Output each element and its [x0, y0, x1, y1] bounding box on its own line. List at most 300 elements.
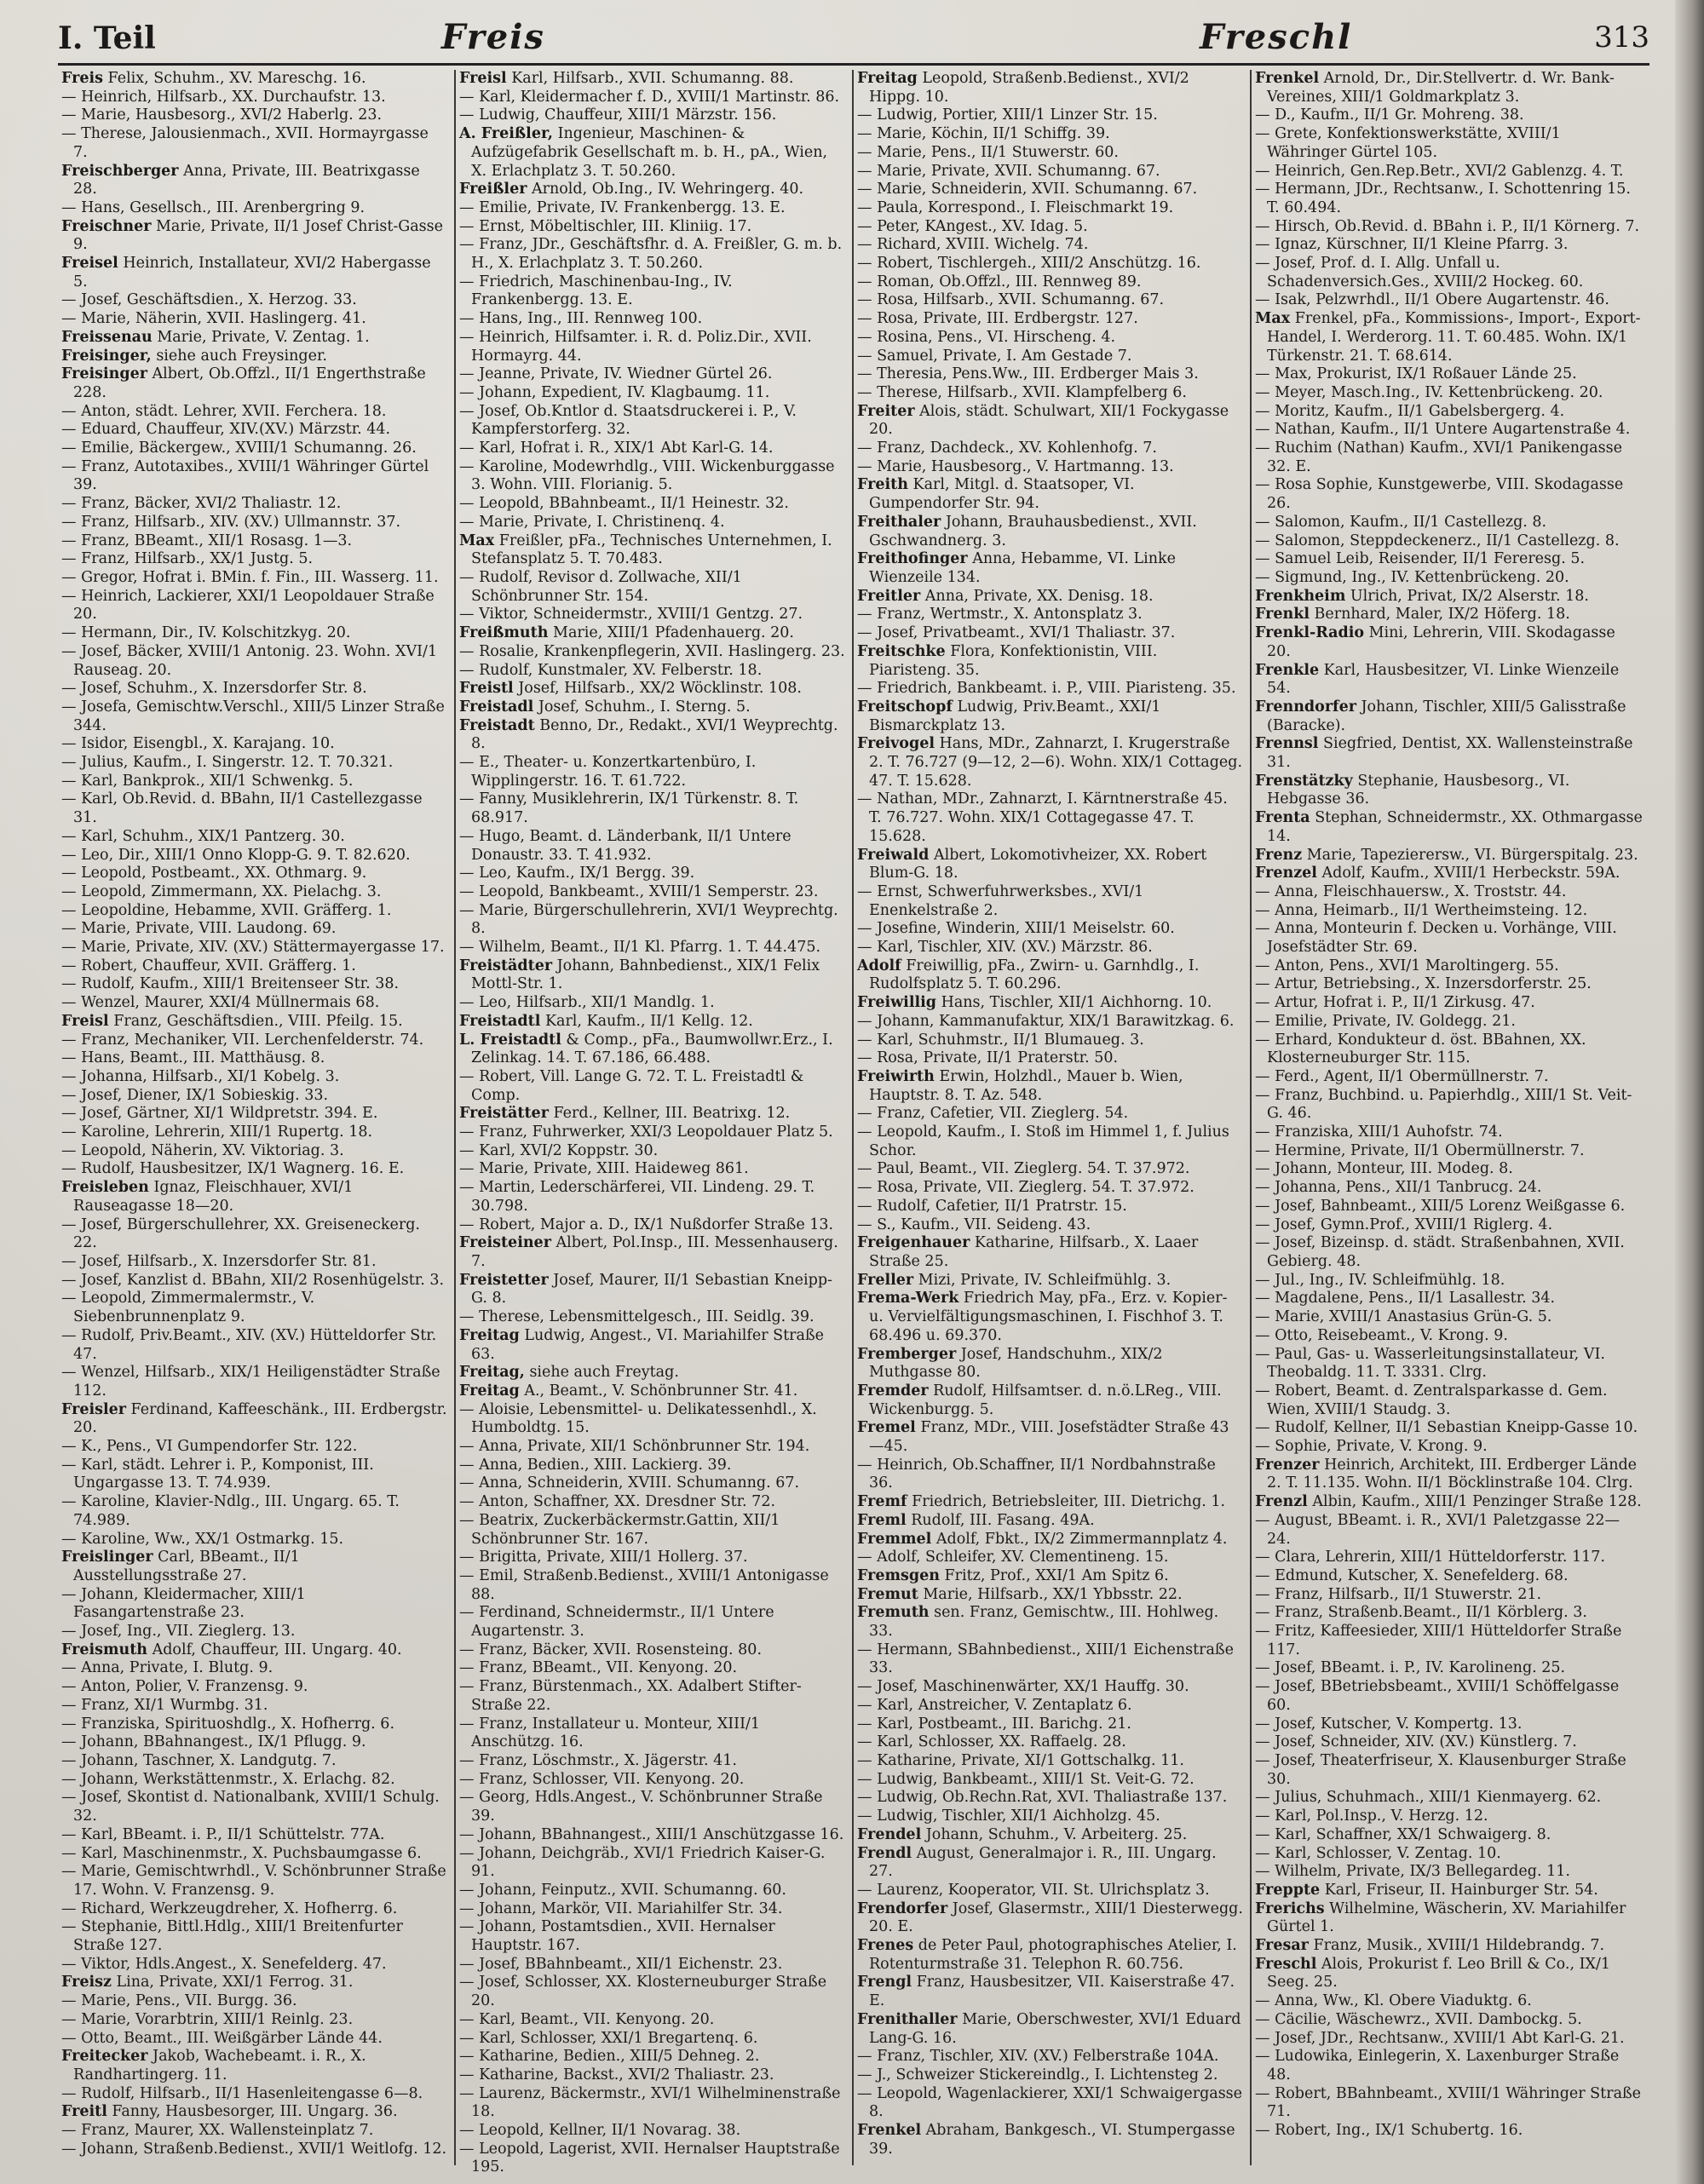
directory-entry: — Ernst, Möbeltischler, III. Kliniig. 17.	[459, 217, 752, 235]
directory-entry: — Karl, Bankprok., XII/1 Schwenkg. 5.	[61, 772, 354, 790]
page-number: 313	[1594, 20, 1649, 55]
directory-entry: Freistadt Benno, Dr., Redakt., XVI/1 Weyprechtg. 8.	[459, 716, 838, 753]
column-2	[456, 70, 854, 2176]
directory-entry: — Anna, Heimarb., II/1 Wertheimsteing. 12.	[1255, 901, 1588, 919]
directory-entry: Frenkle Karl, Hausbesitzer, VI. Linke Wienzeile 54.	[1255, 661, 1620, 698]
directory-entry: — Marie, Hausbesorg., V. Hartmanng. 13.	[857, 457, 1174, 475]
directory-entry: Frendel Johann, Schuhm., V. Arbeiterg. 25.	[857, 1825, 1188, 1843]
directory-entry: — K., Pens., VI Gumpendorfer Str. 122.	[61, 1438, 358, 1456]
page-header	[58, 15, 1649, 66]
directory-entry: Freisinger, siehe auch Freysinger.	[61, 347, 327, 365]
directory-entry: Freitag Leopold, Straßenb.Bedienst., XVI/2 Hippg. 10.	[857, 70, 1189, 106]
directory-entry: — Emil, Straßenb.Bedienst., XVIII/1 Antonigasse 88.	[459, 1566, 829, 1603]
directory-entry: — Josef, Gymn.Prof., XVIII/1 Riglerg. 4.	[1255, 1216, 1553, 1233]
directory-entry: — Franz, Bäcker, XVII. Rosensteing. 80.	[459, 1641, 763, 1658]
directory-entry: Frenzl Albin, Kaufm., XIII/1 Penzinger Straße 128.	[1255, 1493, 1642, 1511]
directory-entry: Frenithaller Marie, Oberschwester, XVI/1 Eduard Lang-G. 16.	[857, 2010, 1241, 2047]
directory-entry: — Franziska, XIII/1 Auhofstr. 74.	[1255, 1124, 1503, 1141]
directory-entry: — Josef, BBeamt. i. P., IV. Karolineng. 25.	[1255, 1659, 1566, 1677]
directory-entry: — August, BBeamt. i. R., XVI/1 Paletzgasse 22—24.	[1255, 1511, 1620, 1548]
directory-entry: — Franz, Fuhrwerker, XXI/3 Leopoldauer Platz 5.	[459, 1124, 833, 1141]
directory-entry: Freitler Anna, Private, XX. Denisg. 18.	[857, 587, 1154, 605]
directory-entry: — Adolf, Schleifer, XV. Clementineng. 15.	[857, 1549, 1169, 1566]
directory-entry: — Rudolf, Revisor d. Zollwache, XII/1 Schönbrunner Str. 154.	[459, 568, 742, 605]
directory-entry: — Ludwig, Tischler, XII/1 Aichholzg. 45.	[857, 1808, 1160, 1825]
directory-entry: Freistl Josef, Hilfsarb., XX/2 Wöcklinstr. 108.	[459, 680, 802, 698]
directory-entry: — Josef, JDr., Rechtsanw., XVIII/1 Abt Karl-G. 21.	[1255, 2029, 1625, 2047]
directory-entry: — Franziska, Spirituoshdlg., X. Hofherrg. 6.	[61, 1715, 395, 1733]
directory-entry: — Franz, Maurer, XX. Wallensteinplatz 7.	[61, 2122, 374, 2140]
directory-entry: Freißler Arnold, Ob.Ing., IV. Wehringerg. 40.	[459, 181, 804, 198]
directory-entry: — Beatrix, Zuckerbäckermstr.Gattin, XII/1 Schönbrunner Str. 167.	[459, 1511, 780, 1548]
directory-entry: Max Freißler, pFa., Technisches Unternehmen, I. Stefansplatz 5. T. 70.483.	[459, 532, 832, 568]
directory-entry: — Rosalie, Krankenpflegerin, XVII. Haslingerg. 23.	[459, 642, 845, 660]
directory-entry: — Robert, Beamt. d. Zentralsparkasse d. Gem. Wien, XVIII/1 Staudg. 3.	[1255, 1382, 1608, 1418]
directory-entry: Frerichs Wilhelmine, Wäscherin, XV. Mariahilfer Gürtel 1.	[1255, 1900, 1626, 1936]
directory-entry: Freistadl Josef, Schuhm., I. Sterng. 5.	[459, 698, 751, 716]
column-4	[1252, 70, 1649, 2165]
directory-entry: Frennsl Siegfried, Dentist, XX. Wallensteinstraße 31.	[1255, 735, 1633, 772]
directory-entry: — Hermann, SBahnbedienst., XIII/1 Eichenstraße 33.	[857, 1641, 1234, 1677]
directory-entry: — Leopold, Postbeamt., XX. Othmarg. 9.	[61, 865, 367, 882]
directory-entry: — Leopold, Kaufm., I. Stoß im Himmel 1, f. Julius Schor.	[857, 1124, 1229, 1159]
directory-entry: — Roman, Ob.Offzl., III. Rennweg 89.	[857, 273, 1142, 290]
directory-entry: — Josef, Schneider, XIV. (XV.) Künstlerg. 7.	[1255, 1733, 1577, 1751]
directory-entry: — Anna, Monteurin f. Decken u. Vorhänge, VIII. Josefstädter Str. 69.	[1255, 920, 1617, 957]
directory-entry: — Ludwig, Portier, XIII/1 Linzer Str. 15.	[857, 106, 1158, 124]
directory-entry: — Leopoldine, Hebamme, XVII. Gräfferg. 1.	[61, 901, 392, 919]
directory-entry: — Viktor, Schneidermstr., XVIII/1 Gentzg. 27.	[459, 606, 803, 624]
directory-entry: Freisinger Albert, Ob.Offzl., II/1 Engerthstraße 228.	[61, 365, 426, 401]
directory-entry: — Aloisie, Lebensmittel- u. Delikatessenhdl., X. Humboldtg. 15.	[459, 1400, 817, 1437]
directory-entry: — Gregor, Hofrat i. BMin. f. Fin., III. Wasserg. 11.	[61, 568, 439, 586]
directory-entry: — Ignaz, Kürschner, II/1 Kleine Pfarrg. 3.	[1255, 236, 1569, 254]
directory-entry: — Robert, Chauffeur, XVII. Gräfferg. 1.	[61, 957, 356, 974]
directory-entry: — Josef, Bäcker, XVIII/1 Antonig. 23. Wohn. XVI/1 Rauseag. 20.	[61, 642, 438, 679]
directory-entry: — Franz, Straßenb.Beamt., II/1 Körblerg. 3.	[1255, 1604, 1587, 1622]
directory-entry: — Franz, BBeamt., XII/1 Rosasg. 1—3.	[61, 532, 353, 549]
directory-entry: — Friedrich, Maschinenbau-Ing., IV. Frankenbergg. 13. E.	[459, 273, 733, 309]
directory-entry: — Max, Prokurist, IX/1 Roßauer Lände 25.	[1255, 365, 1577, 383]
directory-entry: — Karoline, Modewrhdlg., VIII. Wickenburggasse 3. Wohn. VIII. Florianig. 5.	[459, 457, 835, 494]
directory-entry: Frenzer Heinrich, Architekt, III. Erdberger Lände 2. T. 11.135. Wohn. II/1 Böcklinstraße 104. Clrg.	[1255, 1456, 1638, 1492]
directory-entry: — Johanna, Hilfsarb., XI/1 Kobelg. 3.	[61, 1067, 340, 1085]
directory-entry: — Marie, Schneiderin, XVII. Schumanng. 67.	[857, 181, 1198, 198]
directory-entry: Frendl August, Generalmajor i. R., III. Ungarg. 27.	[857, 1844, 1217, 1881]
directory-entry: — Leo, Hilfsarb., XII/1 Mandlg. 1.	[459, 994, 715, 1012]
directory-entry: — Josef, Bürgerschullehrer, XX. Greiseneckerg. 22.	[61, 1216, 420, 1252]
directory-entry: — Karl, Tischler, XIV. (XV.) Märzstr. 86.	[857, 939, 1153, 957]
directory-entry: — Paul, Gas- u. Wasserleitungsinstallateur, VI. Theobaldg. 11. T. 3331. Clrg.	[1255, 1345, 1605, 1382]
directory-entry: Freml Rudolf, III. Fasang. 49A.	[857, 1511, 1095, 1529]
directory-entry: Freissenau Marie, Private, V. Zentag. 1.	[61, 328, 370, 346]
directory-entry: — Marie, Bürgerschullehrerin, XVI/1 Weyprechtg. 8.	[459, 901, 838, 938]
directory-entry: — Julius, Kaufm., I. Singerstr. 12. T. 70.321.	[61, 754, 394, 772]
directory-entry: — Rosa, Hilfsarb., XVII. Schumanng. 67.	[857, 291, 1165, 309]
directory-entry: — Heinrich, Lackierer, XXI/1 Leopoldauer Straße 20.	[61, 587, 435, 624]
directory-entry: — Georg, Hdls.Angest., V. Schönbrunner Straße 39.	[459, 1789, 823, 1825]
directory-entry: Freisteiner Albert, Pol.Insp., III. Messenhauserg. 7.	[459, 1234, 838, 1270]
directory-entry: — Ernst, Schwerfuhrwerksbes., XVI/1 Enenkelstraße 2.	[857, 882, 1144, 919]
directory-entry: — Karl, Schaffner, XX/1 Schwaigerg. 8.	[1255, 1825, 1551, 1843]
directory-entry: — Josef, BBetriebsbeamt., XVIII/1 Schöffelgasse 60.	[1255, 1678, 1620, 1714]
directory-entry: — Marie, Private, VIII. Laudong. 69.	[61, 920, 337, 938]
directory-entry: Freitag Ludwig, Angest., VI. Mariahilfer Straße 63.	[459, 1326, 825, 1363]
directory-entry: — Richard, XVIII. Wichelg. 74.	[857, 236, 1089, 254]
directory-entry: — Rudolf, Priv.Beamt., XIV. (XV.) Hütteldorfer Str. 47.	[61, 1326, 437, 1363]
directory-entry: — Theresia, Pens.Ww., III. Erdberger Mais 3.	[857, 365, 1199, 383]
directory-entry: Fremel Franz, MDr., VIII. Josefstädter Straße 43—45.	[857, 1419, 1229, 1456]
directory-entry: — Hermann, JDr., Rechtsanw., I. Schottenring 15. T. 60.494.	[1255, 181, 1631, 216]
header-keyword-right: Freschl	[1200, 17, 1353, 57]
directory-entry: — Hirsch, Ob.Revid. d. BBahn i. P., II/1 Körnerg. 7.	[1255, 217, 1640, 235]
directory-entry: — Stephanie, Bittl.Hdlg., XIII/1 Breitenfurter Straße 127.	[61, 1918, 403, 1955]
header-keyword-left: Freis	[441, 17, 545, 57]
directory-entry: — Karl, städt. Lehrer i. P., Komponist, III. Ungargasse 13. T. 74.939.	[61, 1456, 374, 1492]
directory-entry: — Julius, Schuhmach., XIII/1 Kienmayerg. 62.	[1255, 1789, 1602, 1807]
directory-entry: — Rosa, Private, VII. Zieglerg. 54. T. 37.972.	[857, 1179, 1195, 1197]
directory-entry: — Rudolf, Cafetier, II/1 Pratrstr. 15.	[857, 1197, 1127, 1215]
directory-entry: — Franz, Wertmstr., X. Antonsplatz 3.	[857, 606, 1143, 624]
directory-entry: — Rudolf, Hilfsarb., II/1 Hasenleitengasse 6—8.	[61, 2084, 423, 2102]
directory-entry: — Anton, städt. Lehrer, XVII. Ferchera. 18.	[61, 402, 387, 420]
directory-entry: — Anton, Pens., XVI/1 Maroltingerg. 55.	[1255, 957, 1559, 974]
column-3	[854, 70, 1252, 2165]
directory-entry: — Emilie, Private, IV. Frankenbergg. 13. E.	[459, 198, 786, 216]
directory-entry: Freisz Lina, Private, XXI/1 Ferrog. 31.	[61, 1974, 354, 1991]
directory-entry: — Rosa Sophie, Kunstgewerbe, VIII. Skodagasse 26.	[1255, 476, 1624, 513]
directory-entry: — Fanny, Musiklehrerin, IX/1 Türkenstr. 8. T. 68.917.	[459, 790, 799, 827]
directory-entry: Frenkel Arnold, Dr., Dir.Stellvertr. d. Wr. Bank-Vereines, XIII/1 Goldmarkplatz 3.	[1255, 70, 1615, 106]
directory-entry: — Karl, Schuhm., XIX/1 Pantzerg. 30.	[61, 827, 345, 845]
directory-entry: Frema-Werk Friedrich May, pFa., Erz. v. Kopier- u. Vervielfältigungsmaschinen, I. Fischhof 3. T. 68.496 u. 69.370.	[857, 1290, 1228, 1344]
directory-entry: Freitag, siehe auch Freytag.	[459, 1364, 679, 1382]
directory-entry: — Johann, Monteur, III. Modeg. 8.	[1255, 1160, 1513, 1178]
directory-entry: Freisleben Ignaz, Fleischhauer, XVI/1 Rauseagasse 18—20.	[61, 1179, 354, 1215]
directory-entry: — Karl, Kleidermacher f. D., XVIII/1 Martinstr. 86.	[459, 88, 840, 106]
directory-entry: — Johann, BBahnangest., XIII/1 Anschützgasse 16.	[459, 1825, 844, 1843]
directory-entry: — Meyer, Masch.Ing., IV. Kettenbrückeng. 20.	[1255, 383, 1603, 401]
directory-entry: — Ferd., Agent, II/1 Obermüllnerstr. 7.	[1255, 1067, 1549, 1085]
directory-entry: — Hans, Beamt., III. Matthäusg. 8.	[61, 1049, 325, 1067]
directory-entry: — Josef, BBahnbeamt., XII/1 Eichenstr. 23.	[459, 1955, 783, 1973]
directory-entry: — Richard, Werkzeugdreher, X. Hofherrg. 6.	[61, 1900, 398, 1917]
directory-entry: Frenndorfer Johann, Tischler, XIII/5 Galisstraße (Baracke).	[1255, 698, 1626, 734]
directory-entry: — Karoline, Ww., XX/1 Ostmarkg. 15.	[61, 1530, 344, 1548]
directory-entry: — Johann, Kleidermacher, XIII/1 Fasangartenstraße 23.	[61, 1585, 306, 1622]
directory-entry: L. Freistadtl & Comp., pFa., Baumwollwr.Erz., I. Zelinkag. 14. T. 67.186, 66.488.	[459, 1031, 833, 1067]
directory-entry: — Franz, Dachdeck., XV. Kohlenhofg. 7.	[857, 440, 1157, 457]
directory-entry: Freiwillig Hans, Tischler, XII/1 Aichhorng. 10.	[857, 994, 1212, 1012]
directory-entry: — Johann, Werkstättenmstr., X. Erlachg. 82.	[61, 1770, 395, 1788]
directory-entry: Freiwald Albert, Lokomotivheizer, XX. Robert Blum-G. 18.	[857, 846, 1207, 882]
directory-entry: — Karl, Schlosser, XXI/1 Bregartenq. 6.	[459, 2029, 758, 2047]
directory-entry: — Franz, Installateur u. Monteur, XIII/1 Anschützg. 16.	[459, 1715, 761, 1751]
directory-entry: — Otto, Reisebeamt., V. Krong. 9.	[1255, 1326, 1508, 1344]
directory-entry: — Marie, Vorarbtrin, XIII/1 Reinlg. 23.	[61, 2010, 354, 2028]
directory-entry: — Johann, Expedient, IV. Klagbaumg. 11.	[459, 383, 770, 401]
directory-entry: — Emilie, Private, IV. Goldegg. 21.	[1255, 1012, 1516, 1030]
directory-entry: Freislinger Carl, BBeamt., II/1 Ausstellungsstraße 27.	[61, 1549, 300, 1584]
directory-entry: Adolf Freiwillig, pFa., Zwirn- u. Garnhdlg., I. Rudolfsplatz 5. T. 60.296.	[857, 957, 1200, 993]
directory-entry: — Johann, Kammanufaktur, XIX/1 Barawitzkag. 6.	[857, 1012, 1235, 1030]
directory-entry: — Franz, Löschmstr., X. Jägerstr. 41.	[459, 1751, 737, 1769]
directory-entry: — S., Kaufm., VII. Seideng. 43.	[857, 1216, 1091, 1233]
directory-entry: — Jeanne, Private, IV. Wiedner Gürtel 26.	[459, 365, 773, 383]
directory-entry: — Karl, Schuhmstr., II/1 Blumaueg. 3.	[857, 1031, 1144, 1049]
directory-entry: — Karl, Schlosser, V. Zentag. 10.	[1255, 1844, 1501, 1862]
directory-entry: — Katharine, Private, XI/1 Gottschalkg. 11.	[857, 1751, 1184, 1769]
directory-entry: Freitschke Flora, Konfektionistin, VIII. Piaristeng. 35.	[857, 642, 1158, 679]
directory-entry: — Therese, Lebensmittelgesch., III. Seidlg. 39.	[459, 1308, 815, 1326]
directory-entry: — Marie, Hausbesorg., XVI/2 Haberlg. 23.	[61, 106, 383, 124]
directory-entry: — Therese, Jalousienmach., XVII. Hormayrgasse 7.	[61, 125, 429, 161]
directory-entry: — Franz, Autotaxibes., XVIII/1 Währinger Gürtel 39.	[61, 457, 429, 494]
directory-entry: — Ferdinand, Schneidermstr., II/1 Untere Augartenstr. 3.	[459, 1604, 774, 1641]
directory-entry: Freitschopf Ludwig, Priv.Beamt., XXI/1 Bismarckplatz 13.	[857, 698, 1161, 734]
directory-entry: — Hermann, Dir., IV. Kolschitzkyg. 20.	[61, 624, 351, 642]
directory-entry: — Johann, Taschner, X. Landgutg. 7.	[61, 1751, 337, 1769]
directory-entry: — Anton, Schaffner, XX. Dresdner Str. 72.	[459, 1493, 776, 1511]
directory-entry: — Leopold, Zimmermann, XX. Pielachg. 3.	[61, 882, 382, 900]
directory-entry: — Karl, Anstreicher, V. Zentaplatz 6.	[857, 1696, 1132, 1714]
directory-entry: — Wilhelm, Beamt., II/1 Kl. Pfarrg. 1. T. 44.475.	[459, 939, 821, 957]
column-1	[58, 70, 456, 2165]
directory-entry: — Moritz, Kaufm., II/1 Gabelsbergerg. 4.	[1255, 402, 1565, 420]
directory-entry: — Josef, Privatbeamt., XVI/1 Thaliastr. 37.	[857, 624, 1176, 642]
directory-entry: — Josef, Schlosser, XX. Klosterneuburger Straße 20.	[459, 1974, 827, 2010]
directory-entry: — Franz, Bäcker, XVI/2 Thaliastr. 12.	[61, 495, 342, 513]
directory-entry: — Robert, Tischlergeh., XIII/2 Anschützg. 16.	[857, 255, 1201, 273]
directory-entry: — Franz, Hilfsarb., II/1 Stuwerstr. 21.	[1255, 1585, 1542, 1603]
directory-entry: Frenes de Peter Paul, photographisches Atelier, I. Rotenturmstraße 31. Telephon R. 60.756.	[857, 1937, 1237, 1973]
directory-entry: — Ruchim (Nathan) Kaufm., XVI/1 Panikengasse 32. E.	[1255, 440, 1622, 475]
directory-entry: — Robert, BBahnbeamt., XVIII/1 Währinger Straße 71.	[1255, 2084, 1642, 2121]
directory-entry: — Johann, BBahnangest., IX/1 Pflugg. 9.	[61, 1733, 366, 1751]
directory-entry: — Josef, Gärtner, XI/1 Wildpretstr. 394. E.	[61, 1105, 378, 1123]
directory-entry: — Ludwig, Bankbeamt., XIII/1 St. Veit-G. 72.	[857, 1770, 1195, 1788]
directory-entry: Freitag A., Beamt., V. Schönbrunner Str. 41.	[459, 1382, 798, 1399]
directory-entry: — Karl, XVI/2 Koppstr. 30.	[459, 1141, 659, 1159]
directory-entry: — Rosa, Private, III. Erdbergstr. 127.	[857, 310, 1138, 328]
directory-entry: — Leopold, BBahnbeamt., II/1 Heinestr. 32.	[459, 495, 789, 513]
directory-entry: — Nathan, MDr., Zahnarzt, I. Kärntnerstraße 45. T. 76.727. Wohn. XIX/1 Cottagegasse 47. T. 15.628.	[857, 790, 1228, 845]
directory-entry: — Robert, Major a. D., IX/1 Nußdorfer Straße 13.	[459, 1216, 834, 1233]
directory-entry: — Peter, KAngest., XV. Idag. 5.	[857, 217, 1088, 235]
directory-entry: — Robert, Vill. Lange G. 72. T. L. Freistadtl & Comp.	[459, 1067, 804, 1104]
directory-entry: Frenkl Bernhard, Maler, IX/2 Höferg. 18.	[1255, 606, 1570, 624]
directory-entry: — Rosina, Pens., VI. Hirscheng. 4.	[857, 328, 1116, 346]
directory-entry: — Brigitta, Private, XIII/1 Hollerg. 37.	[459, 1549, 748, 1566]
directory-entry: — Johann, Postamtsdien., XVII. Hernalser Hauptstr. 167.	[459, 1918, 775, 1955]
directory-entry: — Karl, Pol.Insp., V. Herzg. 12.	[1255, 1808, 1488, 1825]
directory-entry: — Eduard, Chauffeur, XIV.(XV.) Märzstr. 44.	[61, 421, 391, 439]
directory-entry: — Heinrich, Gen.Rep.Betr., XVI/2 Gablenzg. 4. T.	[1255, 162, 1624, 180]
directory-entry: — Rosa, Private, II/1 Praterstr. 50.	[857, 1049, 1119, 1067]
directory-entry: — Hugo, Beamt. d. Länderbank, II/1 Untere Donaustr. 33. T. 41.932.	[459, 827, 792, 864]
directory-entry: — Erhard, Kondukteur d. öst. BBahnen, XX. Klosterneuburger Str. 115.	[1255, 1031, 1586, 1067]
directory-entry: — Anton, Polier, V. Franzensg. 9.	[61, 1678, 308, 1696]
directory-entry: — Leopold, Wagenlackierer, XXI/1 Schwaigergasse 8.	[857, 2084, 1243, 2121]
directory-entry: Freischberger Anna, Private, III. Beatrixgasse 28.	[61, 162, 420, 198]
directory-entry: — Paul, Beamt., VII. Zieglerg. 54. T. 37.972.	[857, 1160, 1190, 1178]
directory-entry: — Franz, Bürstenmach., XX. Adalbert Stifter-Straße 22.	[459, 1678, 802, 1714]
directory-entry: — Josef, Bizeinsp. d. städt. Straßenbahnen, XVII. Gebierg. 48.	[1255, 1234, 1625, 1270]
scan-edge-shadow	[1675, 0, 1704, 2184]
directory-entry: — Samuel Leib, Reisender, II/1 Fereresg. 5.	[1255, 550, 1586, 568]
directory-entry: — Katharine, Bedien., XIII/5 Dehneg. 2.	[459, 2048, 760, 2066]
directory-entry: — Josef, Kutscher, V. Kompertg. 13.	[1255, 1715, 1523, 1733]
directory-entry: — Marie, Private, XIV. (XV.) Stättermayergasse 17.	[61, 939, 445, 957]
directory-entry: — Josef, Kanzlist d. BBahn, XII/2 Rosenhügelstr. 3.	[61, 1271, 445, 1289]
directory-entry: Freiter Alois, städt. Schulwart, XII/1 Fockygasse 20.	[857, 402, 1229, 439]
directory-entry: — Johann, Feinputz., XVII. Schumanng. 60.	[459, 1881, 786, 1899]
directory-entry: A. Freißler, Ingenieur, Maschinen- & Aufzügefabrik Gesellschaft m. b. H., pA., Wien, X. Erlachplatz 3. T. 50.260.	[459, 125, 828, 180]
directory-entry: Frenzel Adolf, Kaufm., XVIII/1 Herbeckstr. 59A.	[1255, 865, 1621, 882]
directory-entry: — Josef, Hilfsarb., X. Inzersdorfer Str. 81.	[61, 1253, 377, 1270]
directory-entry: — Rudolf, Kaufm., XIII/1 Breitenseer Str. 38.	[61, 975, 400, 993]
directory-entry: — Marie, XVIII/1 Anastasius Grün-G. 5.	[1255, 1308, 1552, 1326]
directory-entry: — Franz, Hilfsarb., XX/1 Justg. 5.	[61, 550, 314, 568]
directory-entry: — Martin, Lederschärferei, VII. Lindeng. 29. T. 30.798.	[459, 1179, 815, 1215]
directory-entry: Freithofinger Anna, Hebamme, VI. Linke Wienzeile 134.	[857, 550, 1176, 586]
directory-entry: — Isidor, Eisengbl., X. Karajang. 10.	[61, 735, 335, 753]
section-label: I. Teil	[58, 20, 156, 56]
directory-entry: — Franz, JDr., Geschäftsfhr. d. A. Freißler, G. m. b. H., X. Erlachplatz 3. T. 50.260.	[459, 236, 843, 273]
directory-entry: — Leo, Dir., XIII/1 Onno Klopp-G. 9. T. 82.620.	[61, 846, 411, 864]
directory-entry: — Josefa, Gemischtw.Verschl., XIII/5 Linzer Straße 344.	[61, 698, 445, 734]
directory-entry: — Wilhelm, Private, IX/3 Bellegardeg. 11.	[1255, 1863, 1570, 1881]
directory-entry: Freisler Ferdinand, Kaffeeschänk., III. Erdbergstr. 20.	[61, 1400, 447, 1437]
directory-entry: — Rudolf, Hausbesitzer, IX/1 Wagnerg. 16. E.	[61, 1160, 405, 1178]
directory-entry: Freith Karl, Mitgl. d. Staatsoper, VI. Gumpendorfer Str. 94.	[857, 476, 1135, 513]
directory-entry: — Jul., Ing., IV. Schleifmühlg. 18.	[1255, 1271, 1505, 1289]
directory-entry: Freschl Alois, Prokurist f. Leo Brill & Co., IX/1 Seeg. 25.	[1255, 1955, 1610, 1991]
directory-entry: Fremder Rudolf, Hilfsamtser. d. n.ö.LReg., VIII. Wickenburgg. 5.	[857, 1382, 1222, 1418]
directory-entry: — Marie, Pens., VII. Burgg. 36.	[61, 1992, 297, 2010]
directory-entry: — Artur, Hofrat i. P., II/1 Zirkusg. 47.	[1255, 994, 1535, 1012]
directory-entry: — Therese, Hilfsarb., XVII. Klampfelberg 6.	[857, 383, 1187, 401]
directory-entry: — Wenzel, Hilfsarb., XIX/1 Heiligenstädter Straße 112.	[61, 1364, 440, 1399]
directory-entry: Freisl Franz, Geschäftsdien., VIII. Pfeilg. 15.	[61, 1012, 403, 1030]
directory-entry: — Salomon, Kaufm., II/1 Castellezg. 8.	[1255, 513, 1547, 531]
directory-entry: — Karoline, Klavier-Ndlg., III. Ungarg. 65. T. 74.989.	[61, 1493, 400, 1529]
directory-entry: — Robert, Ing., IX/1 Schubertg. 16.	[1255, 2122, 1523, 2140]
directory-entry: — Magdalene, Pens., II/1 Lasallestr. 34.	[1255, 1290, 1556, 1308]
directory-entry: Freistadtl Karl, Kaufm., II/1 Kellg. 12.	[459, 1012, 753, 1030]
directory-entry: Freisl Karl, Hilfsarb., XVII. Schumanng. 88.	[459, 70, 794, 87]
directory-entry: Freiwirth Erwin, Holzhdl., Mauer b. Wien, Hauptstr. 8. T. Az. 548.	[857, 1067, 1183, 1104]
directory-entry: — Hermine, Private, II/1 Obermüllnerstr. 7.	[1255, 1141, 1585, 1159]
directory-entry: — Sigmund, Ing., IV. Kettenbrückeng. 20.	[1255, 568, 1569, 586]
directory-entry: — Paula, Korrespond., I. Fleischmarkt 19.	[857, 198, 1174, 216]
directory-entry: — Karl, Hofrat i. R., XIX/1 Abt Karl-G. 14.	[459, 440, 774, 457]
directory-entry: Frendorfer Josef, Glasermstr., XIII/1 Diesterwegg. 20. E.	[857, 1900, 1243, 1936]
directory-entry: — Marie, Gemischtwrhdl., V. Schönbrunner Straße 17. Wohn. V. Franzensg. 9.	[61, 1863, 446, 1899]
directory-entry: — Sophie, Private, V. Krong. 9.	[1255, 1438, 1488, 1456]
directory-entry: — Leopold, Lagerist, XVII. Hernalser Hauptstraße 195.	[459, 2140, 840, 2176]
directory-entry: — Otto, Beamt., III. Weißgärber Lände 44.	[61, 2029, 383, 2047]
directory-entry: — Friedrich, Bankbeamt. i. P., VIII. Piaristeng. 35.	[857, 680, 1236, 698]
directory-entry: — Heinrich, Hilfsamter. i. R. d. Poliz.Dir., XVII. Hormayrg. 44.	[459, 328, 812, 365]
directory-entry: — Grete, Konfektionswerkstätte, XVIII/1 Währinger Gürtel 105.	[1255, 125, 1561, 161]
directory-entry: Fremf Friedrich, Betriebsleiter, III. Dietrichg. 1.	[857, 1493, 1226, 1511]
directory-entry: — Marie, Private, XIII. Haideweg 861.	[459, 1160, 749, 1178]
directory-entry: — Johann, Deichgräb., XVI/1 Friedrich Kaiser-G. 91.	[459, 1844, 826, 1881]
directory-entry: — Rudolf, Kellner, II/1 Sebastian Kneipp-Gasse 10.	[1255, 1419, 1638, 1437]
directory-entry: — Anna, Ww., Kl. Obere Viaduktg. 6.	[1255, 1992, 1532, 2010]
directory-entry: Fremmel Adolf, Fbkt., IX/2 Zimmermannplatz 4.	[857, 1530, 1228, 1548]
directory-entry: — Laurenz, Kooperator, VII. St. Ulrichsplatz 3.	[857, 1881, 1210, 1899]
directory-entry: — Franz, Hilfsarb., XIV. (XV.) Ullmannstr. 37.	[61, 513, 401, 531]
directory-entry: — Isak, Pelzwrhdl., II/1 Obere Augartenstr. 46.	[1255, 291, 1609, 309]
directory-entry: Frenta Stephan, Schneidermstr., XX. Othmargasse 14.	[1255, 809, 1643, 845]
directory-entry: Freismuth Adolf, Chauffeur, III. Ungarg. 40.	[61, 1641, 402, 1658]
directory-entry: — Karl, BBeamt. i. P., II/1 Schüttelstr. 77A.	[61, 1825, 385, 1843]
directory-entry: — Samuel, Private, I. Am Gestade 7.	[857, 347, 1132, 365]
directory-entry: Fremuth sen. Franz, Gemischtw., III. Hohlweg. 33.	[857, 1604, 1219, 1641]
directory-entry: — Heinrich, Ob.Schaffner, II/1 Nordbahnstraße 36.	[857, 1456, 1216, 1492]
directory-entry: — Leopold, Näherin, XV. Viktoriag. 3.	[61, 1141, 344, 1159]
directory-entry: — Anna, Private, XII/1 Schönbrunner Str. 194.	[459, 1438, 810, 1456]
directory-entry: — Johann, Markör, VII. Mariahilfer Str. 34.	[459, 1900, 783, 1917]
directory-entry: — Karoline, Lehrerin, XIII/1 Rupertg. 18.	[61, 1124, 373, 1141]
directory-entry: — Josef, Theaterfriseur, X. Klausenburger Straße 30.	[1255, 1751, 1626, 1788]
directory-entry: Frenkheim Ulrich, Privat, IX/2 Alserstr. 18.	[1255, 587, 1589, 605]
directory-entry: Freis Felix, Schuhm., XV. Mareschg. 16.	[61, 70, 366, 87]
directory-entry: — Fritz, Kaffeesieder, XIII/1 Hütteldorfer Straße 117.	[1255, 1623, 1622, 1658]
directory-entry: — Salomon, Steppdeckenerz., II/1 Castellezg. 8.	[1255, 532, 1620, 549]
directory-entry: Fremut Marie, Hilfsarb., XX/1 Ybbsstr. 22.	[857, 1585, 1183, 1603]
directory-entry: — Josefine, Winderin, XIII/1 Meiselstr. 60.	[857, 920, 1175, 938]
directory-entry: Freisel Heinrich, Installateur, XVI/2 Habergasse 5.	[61, 255, 431, 290]
directory-entry: Freigenhauer Katharine, Hilfsarb., X. Laaer Straße 25.	[857, 1234, 1199, 1270]
directory-entry: Freithaler Johann, Brauhausbedienst., XVII. Gschwandnerg. 3.	[857, 513, 1197, 549]
directory-entry: — Anna, Bedien., XIII. Lackierg. 39.	[459, 1456, 732, 1474]
directory-entry: — Josef, Ing., VII. Zieglerg. 13.	[61, 1623, 296, 1641]
directory-entry: — Franz, Tischler, XIV. (XV.) Felberstraße 104A.	[857, 2048, 1219, 2066]
directory-entry: — Marie, Pens., II/1 Stuwerstr. 60.	[857, 143, 1119, 161]
directory-entry: — Karl, Beamt., VII. Kenyong. 20.	[459, 2010, 715, 2028]
directory-entry: — Josef, Skontist d. Nationalbank, XVIII/1 Schulg. 32.	[61, 1789, 440, 1825]
directory-entry: — Artur, Betriebsing., X. Inzersdorferstr. 25.	[1255, 975, 1592, 993]
directory-entry: Frenstätzky Stephanie, Hausbesorg., VI. Hebgasse 36.	[1255, 772, 1570, 808]
directory-entry: — Franz, XI/1 Wurmbg. 31.	[61, 1696, 268, 1714]
directory-entry: — Franz, BBeamt., VII. Kenyong. 20.	[459, 1659, 738, 1677]
directory-entry: — Hans, Gesellsch., III. Arenbergring 9.	[61, 198, 366, 216]
directory-entry: Max Frenkel, pFa., Kommissions-, Import-, Export-Handel, I. Werderorg. 11. T. 60.485. Wohn. IX/1 Türkenstr. 21. T. 68.614.	[1255, 310, 1641, 365]
directory-entry: — Josef, Prof. d. I. Allg. Unfall u. Schadenversich.Ges., XVIII/2 Hockeg. 60.	[1255, 255, 1584, 290]
directory-entry: Freitl Fanny, Hausbesorger, III. Ungarg. 36.	[61, 2103, 398, 2121]
directory-entry: — Rudolf, Kunstmaler, XV. Felberstr. 18.	[459, 661, 763, 679]
directory-entry: — Hans, Ing., III. Rennweg 100.	[459, 310, 703, 328]
directory-entry: — Josef, Diener, IX/1 Sobieskig. 33.	[61, 1086, 329, 1104]
directory-entry: Frengl Franz, Hausbesitzer, VII. Kaiserstraße 47. E.	[857, 1974, 1235, 2010]
directory-entry: — Josef, Schuhm., X. Inzersdorfer Str. 8.	[61, 680, 367, 698]
directory-entry: — Marie, Private, XVII. Schumanng. 67.	[857, 162, 1160, 180]
directory-entry: Freller Mizi, Private, IV. Schleifmühlg. 3.	[857, 1271, 1172, 1289]
directory-entry: — Katharine, Backst., XVI/2 Thaliastr. 23.	[459, 2066, 774, 2083]
directory-entry: — Franz, Buchbind. u. Papierhdlg., XIII/1 St. Veit-G. 46.	[1255, 1086, 1632, 1123]
directory-entry: — Wenzel, Maurer, XXI/4 Müllnermais 68.	[61, 994, 380, 1012]
directory-entry: Freitecker Jakob, Wachebeamt. i. R., X. Randhartingerg. 11.	[61, 2048, 366, 2083]
directory-entry: — Leo, Kaufm., IX/1 Bergg. 39.	[459, 865, 695, 882]
directory-entry: — E., Theater- u. Konzertkartenbüro, I. Wipplingerstr. 16. T. 61.722.	[459, 754, 757, 790]
directory-entry: — Edmund, Kutscher, X. Senefelderg. 68.	[1255, 1566, 1569, 1584]
directory-entry: — Karl, Schlosser, XX. Raffaelg. 28.	[857, 1733, 1126, 1751]
directory-entry: Freivogel Hans, MDr., Zahnarzt, I. Krugerstraße 2. T. 76.727 (9—12, 2—6). Wohn. XIX/1 Cottageg. 47. T. 15.628.	[857, 735, 1243, 790]
directory-entry: — Josef, Bahnbeamt., XIII/5 Lorenz Weißgasse 6.	[1255, 1197, 1626, 1215]
